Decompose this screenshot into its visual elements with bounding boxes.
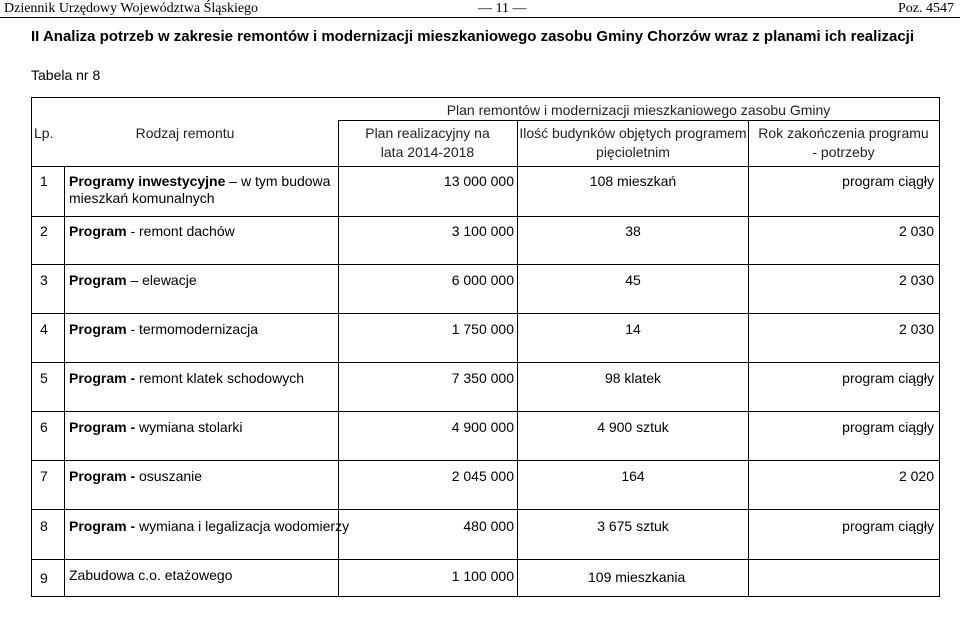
cell-type	[69, 419, 243, 436]
col-header-type: Rodzaj remontu	[135, 125, 235, 141]
page-number: — 11 —	[478, 1, 527, 16]
cell-lp: 3	[40, 272, 48, 288]
row-divider	[31, 313, 940, 314]
col-header-buildings: Ilość budynków objętych programem pięcioletnim	[519, 125, 747, 160]
cell-type	[69, 173, 333, 207]
cell-type-bold: Program	[69, 321, 127, 337]
cell-type	[69, 321, 258, 338]
cell-year: 2 030	[898, 321, 934, 337]
cell-plan: 6 000 000	[451, 272, 514, 288]
cell-plan: 2 045 000	[451, 468, 514, 484]
cell-type-rest: – w tym budowa mieszkań komunalnych	[69, 173, 331, 206]
cell-type-rest: wymiana stolarki	[135, 419, 243, 435]
cell-plan: 3 100 000	[451, 223, 514, 239]
cell-type	[69, 567, 232, 584]
cell-type-bold: Program -	[69, 518, 136, 534]
cell-buildings: 45	[625, 272, 641, 288]
table-border-bottom	[31, 596, 940, 597]
cell-buildings: 109 mieszkania	[588, 569, 686, 585]
row-divider	[31, 509, 940, 510]
row-divider	[31, 559, 940, 560]
cell-type-rest: - remont dachów	[126, 223, 235, 239]
cell-plan: 1 750 000	[451, 321, 514, 337]
cell-buildings: 4 900 sztuk	[597, 419, 669, 435]
cell-buildings: 108 mieszkań	[589, 173, 677, 189]
cell-year: 2 030	[898, 223, 934, 239]
cell-type	[69, 468, 202, 485]
journal-name: Dziennik Urzędowy Województwa Śląskiego	[4, 1, 259, 16]
section-title: II Analiza potrzeb w zakresie remontów i modernizacji mieszkaniowego zasobu Gminy Chorzów wraz z planami ich realizacji	[31, 28, 915, 45]
cell-plan: 4 900 000	[451, 419, 514, 435]
cell-lp: 6	[40, 419, 48, 435]
cell-year: program ciągły	[842, 370, 934, 386]
cell-plan: 7 350 000	[451, 370, 514, 386]
cell-type-rest: wymiana i legalizacja wodomierzy	[135, 518, 350, 534]
cell-type-rest: Zabudowa c.o. etażowego	[69, 567, 233, 583]
cell-lp: 5	[40, 370, 48, 386]
cell-buildings: 164	[621, 468, 645, 484]
cell-lp: 8	[40, 518, 48, 534]
cell-type-bold: Programy inwestycyjne	[69, 173, 226, 189]
cell-type	[69, 223, 235, 240]
cell-plan: 1 100 000	[451, 568, 514, 584]
col-divider-lp	[64, 166, 65, 596]
cell-type	[69, 370, 304, 387]
cell-type-bold: Program	[69, 223, 127, 239]
header-divider	[31, 166, 940, 167]
table-caption: Tabela nr 8	[31, 67, 101, 83]
cell-year: 2 020	[898, 468, 934, 484]
row-divider	[31, 411, 940, 412]
cell-lp: 2	[40, 223, 48, 239]
cell-lp: 7	[40, 468, 48, 484]
cell-lp: 9	[40, 570, 48, 586]
cell-buildings: 3 675 sztuk	[597, 518, 669, 534]
group-header: Plan remontów i modernizacji mieszkaniowego zasobu Gminy	[446, 102, 831, 118]
col-header-lp: Lp.	[34, 125, 54, 141]
cell-plan: 13 000 000	[443, 173, 514, 189]
cell-lp: 4	[40, 321, 48, 337]
page-header	[0, 0, 960, 18]
cell-year: 2 030	[898, 272, 934, 288]
cell-type-rest: – elewacje	[126, 272, 197, 288]
cell-type-bold: Program	[69, 272, 127, 288]
group-header-underline	[338, 120, 939, 121]
row-divider	[31, 216, 940, 217]
table-border-top	[31, 97, 940, 98]
cell-plan: 480 000	[463, 518, 514, 534]
header-rule	[0, 17, 960, 18]
table-border-right	[939, 97, 940, 597]
cell-year: program ciągły	[842, 419, 934, 435]
row-divider	[31, 362, 940, 363]
cell-year: program ciągły	[842, 173, 934, 189]
row-divider	[31, 460, 940, 461]
cell-buildings: 38	[625, 223, 641, 239]
cell-year: program ciągły	[842, 518, 934, 534]
cell-type	[69, 518, 349, 535]
cell-lp: 1	[40, 173, 48, 189]
cell-type-bold: Program -	[69, 419, 136, 435]
cell-type-rest: - termomodernizacja	[126, 321, 259, 337]
cell-type-rest: remont klatek schodowych	[135, 370, 304, 386]
position-number: Poz. 4547	[898, 1, 954, 16]
cell-type-bold: Program -	[69, 468, 136, 484]
col-header-plan: Plan realizacyjny na lata 2014-2018	[365, 125, 490, 160]
cell-type-bold: Program -	[69, 370, 136, 386]
row-divider	[31, 264, 940, 265]
cell-type	[69, 272, 197, 289]
cell-buildings: 98 klatek	[604, 370, 662, 386]
col-divider-buildings	[748, 120, 749, 596]
cell-type-rest: osuszanie	[135, 468, 203, 484]
cell-buildings: 14	[625, 321, 641, 337]
col-header-year: Rok zakończenia programu - potrzeby	[758, 125, 929, 160]
table-border-left	[31, 97, 32, 597]
